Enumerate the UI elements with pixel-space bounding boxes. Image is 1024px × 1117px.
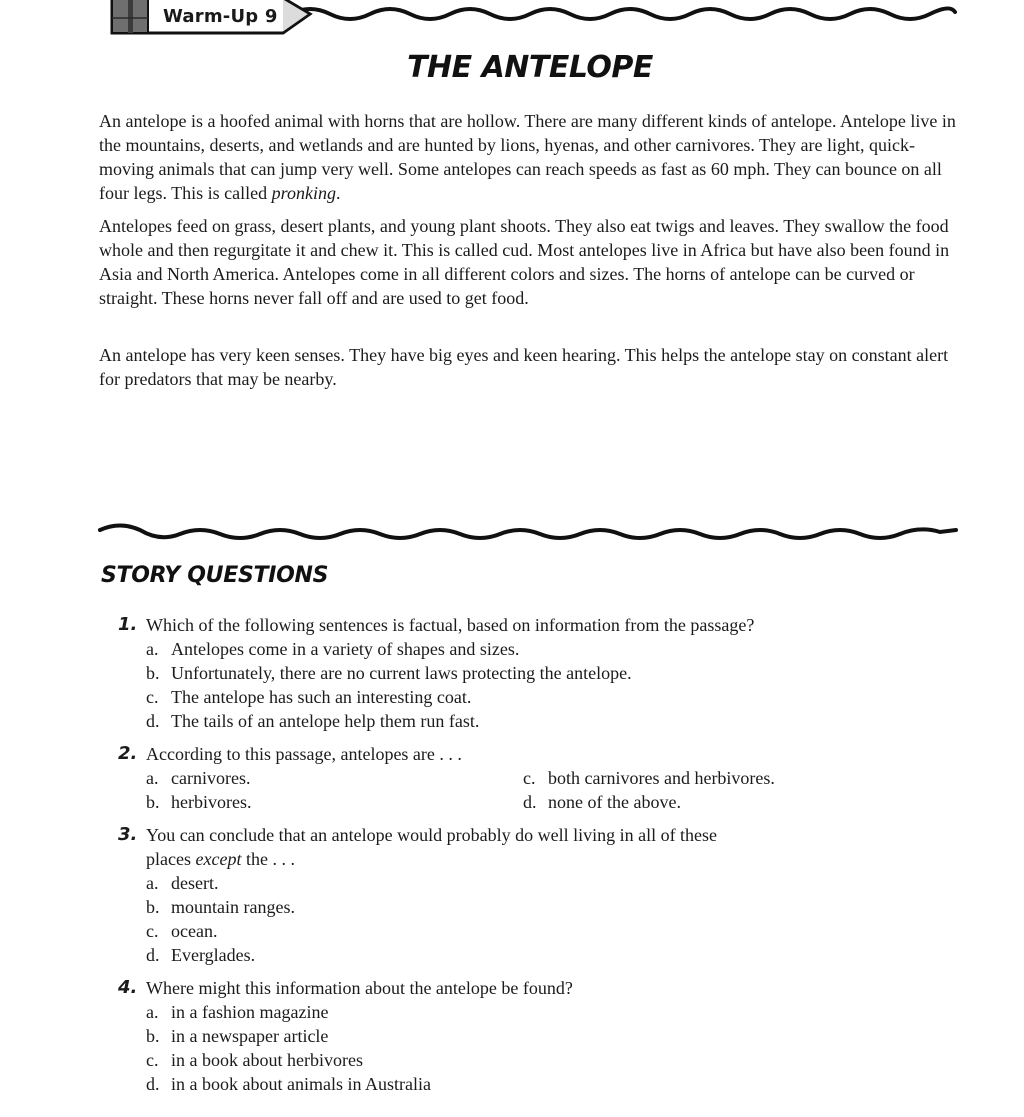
passage-paragraph-1 — [99, 109, 959, 205]
question-1 — [118, 613, 958, 733]
option-text: in a book about herbivores — [171, 1050, 363, 1070]
question-text: According to this passage, antelopes are . . . — [146, 744, 462, 764]
answer-option — [146, 766, 250, 790]
question-3 — [118, 823, 958, 967]
option-letter: d. — [523, 792, 537, 812]
answer-option — [146, 661, 958, 685]
question-number: 1. — [118, 614, 138, 635]
question-text: Where might this information about the antelope be found? — [146, 978, 573, 998]
option-text: mountain ranges. — [171, 897, 295, 917]
question-number: 4. — [118, 977, 138, 998]
question-number: 2. — [118, 743, 138, 764]
answer-option — [146, 1072, 958, 1096]
option-text: both carnivores and herbivores. — [548, 768, 775, 788]
answer-option — [146, 919, 958, 943]
option-letter: b. — [146, 792, 160, 812]
option-text: The tails of an antelope help them run fast. — [171, 711, 480, 731]
passage-paragraph-2: Antelopes feed on grass, desert plants, and young plant shoots. They also eat twigs and leaves. They swallow the food whole and then regurgitate it and chew it. This is called cud. Most antelopes live in Africa but have also been found in Asia and North America. Antelopes come in all different colors and sizes. The horns of antelope can be curved or straight. These horns never fall off and are used to get food. — [99, 216, 950, 308]
answer-option — [523, 766, 775, 790]
option-letter: c. — [146, 1050, 159, 1070]
answer-option — [146, 790, 251, 814]
passage-p1-end: . — [335, 183, 341, 203]
passage-paragraph-3: An antelope has very keen senses. They have big eyes and keen hearing. This helps the antelope stay on constant alert for predators that may be nearby. — [99, 345, 949, 389]
option-text: Everglades. — [171, 945, 256, 965]
answer-option — [146, 1048, 958, 1072]
answer-option — [146, 709, 958, 733]
option-letter: a. — [146, 639, 159, 659]
question-text-line-2 — [146, 847, 958, 871]
answer-option — [146, 871, 958, 895]
page-title: THE ANTELOPE — [407, 50, 653, 85]
option-text: The antelope has such an interesting coat. — [171, 687, 472, 707]
answer-row — [146, 790, 958, 814]
option-letter: a. — [146, 1002, 159, 1022]
passage-p1-text: An antelope is a hoofed animal with horns that are hollow. There are many different kinds of antelope. Antelope live in the mountains, deserts, and wetlands and are hunted by lions, hyenas, and other carnivores. They are light, quick-moving animals that can jump very well. Some antelopes can reach speeds as fast as 60 mph. They can bounce on all four legs. This is called — [99, 111, 956, 203]
option-text: none of the above. — [548, 792, 681, 812]
option-text: in a newspaper article — [171, 1026, 329, 1046]
answer-option — [523, 790, 681, 814]
option-text: carnivores. — [171, 768, 251, 788]
warmup-label: Warm-Up 9 — [163, 6, 278, 27]
question-text-line-1: You can conclude that an antelope would probably do well living in all of these — [146, 825, 718, 845]
option-letter: a. — [146, 768, 159, 788]
option-letter: d. — [146, 945, 160, 965]
answer-option — [146, 895, 958, 919]
wavy-divider — [0, 520, 1024, 550]
question-4 — [118, 976, 958, 1096]
answer-option — [146, 1000, 958, 1024]
option-letter: c. — [146, 687, 159, 707]
warmup-pencil-banner — [0, 0, 1024, 40]
option-letter: c. — [146, 921, 159, 941]
option-text: herbivores. — [171, 792, 252, 812]
answer-row — [146, 766, 958, 790]
answer-option — [146, 685, 958, 709]
except-term: except — [195, 849, 242, 869]
option-text: in a fashion magazine — [171, 1002, 329, 1022]
option-text: ocean. — [171, 921, 218, 941]
option-text: in a book about animals in Australia — [171, 1074, 431, 1094]
question-2 — [118, 742, 958, 814]
option-letter: a. — [146, 873, 159, 893]
option-letter: d. — [146, 1074, 160, 1094]
option-letter: c. — [523, 768, 536, 788]
option-letter: d. — [146, 711, 160, 731]
option-letter: b. — [146, 1026, 160, 1046]
pronking-term: pronking — [271, 183, 336, 203]
story-questions-heading: STORY QUESTIONS — [101, 563, 329, 588]
option-text: Antelopes come in a variety of shapes and sizes. — [171, 639, 520, 659]
answer-option — [146, 637, 958, 661]
question-text-part: places — [146, 849, 196, 869]
option-text: desert. — [171, 873, 219, 893]
question-number: 3. — [118, 824, 138, 845]
option-letter: b. — [146, 663, 160, 683]
question-text: Which of the following sentences is factual, based on information from the passage? — [146, 615, 755, 635]
question-text-part: the . . . — [241, 849, 295, 869]
answer-option — [146, 1024, 958, 1048]
option-letter: b. — [146, 897, 160, 917]
answer-option — [146, 943, 958, 967]
option-text: Unfortunately, there are no current laws protecting the antelope. — [171, 663, 632, 683]
